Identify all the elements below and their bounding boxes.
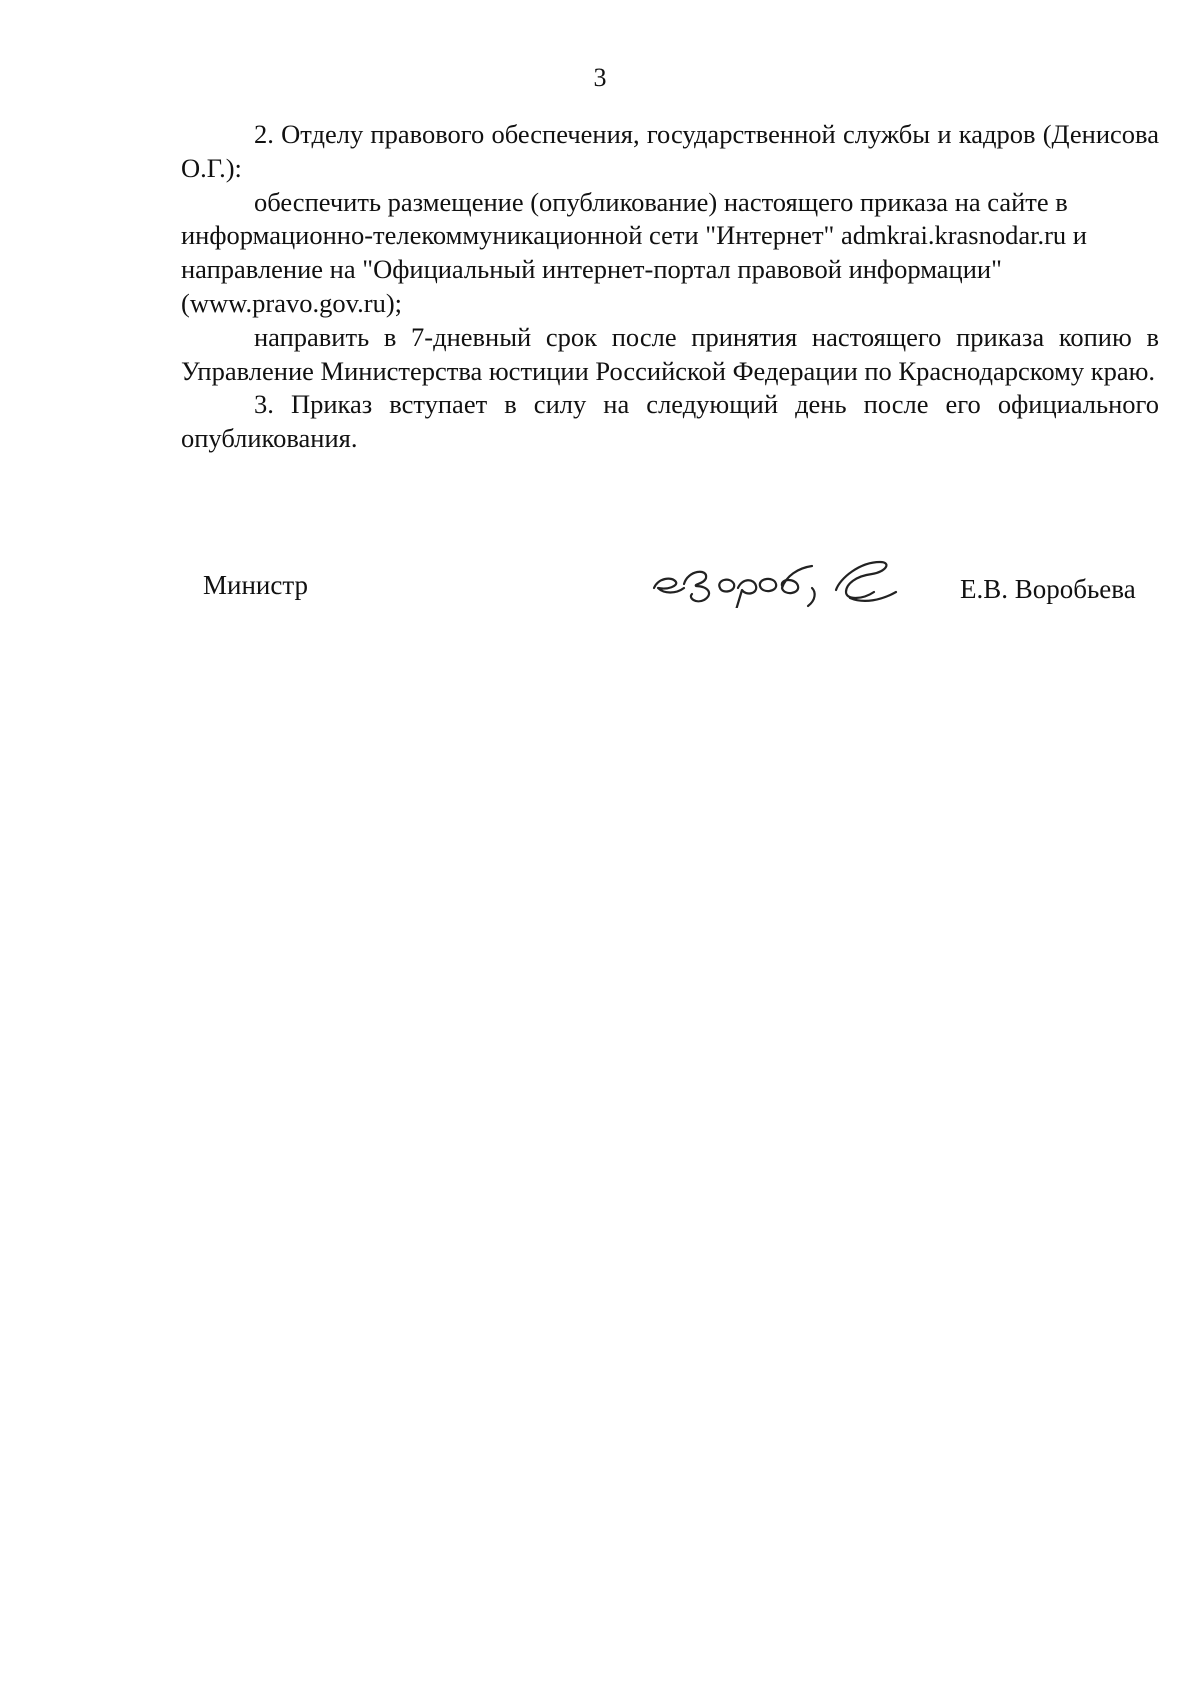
page-number: 3 [593, 63, 607, 92]
paragraph-ministry-copy: направить в 7-дневный срок после принятия настоящего приказа копию в Управление Министерства юстиции Российской Федерации по Краснодарскому краю. [181, 321, 1159, 386]
signatory-title: Министр [203, 570, 308, 600]
signatory-name: Е.В. Воробьева [960, 574, 1136, 604]
paragraph-item-3: 3. Приказ вступает в силу на следующий день после его официального опубликования. [181, 389, 1159, 454]
paragraph-publication: обеспечить размещение (опубликование) настоящего приказа на сайте в информационно-телекоммуникационной сети "Интернет" admkrai.krasnodar.ru и направление на "Официальный интернет-портал правовой информации" (www.pravo.gov.ru); [181, 186, 1087, 318]
handwritten-signature [650, 548, 925, 608]
paragraph-item-2: 2. Отделу правового обеспечения, государственной службы и кадров (Денисова О.Г.): [181, 119, 1159, 183]
document-body [181, 118, 1159, 456]
signature-block [0, 548, 1200, 638]
